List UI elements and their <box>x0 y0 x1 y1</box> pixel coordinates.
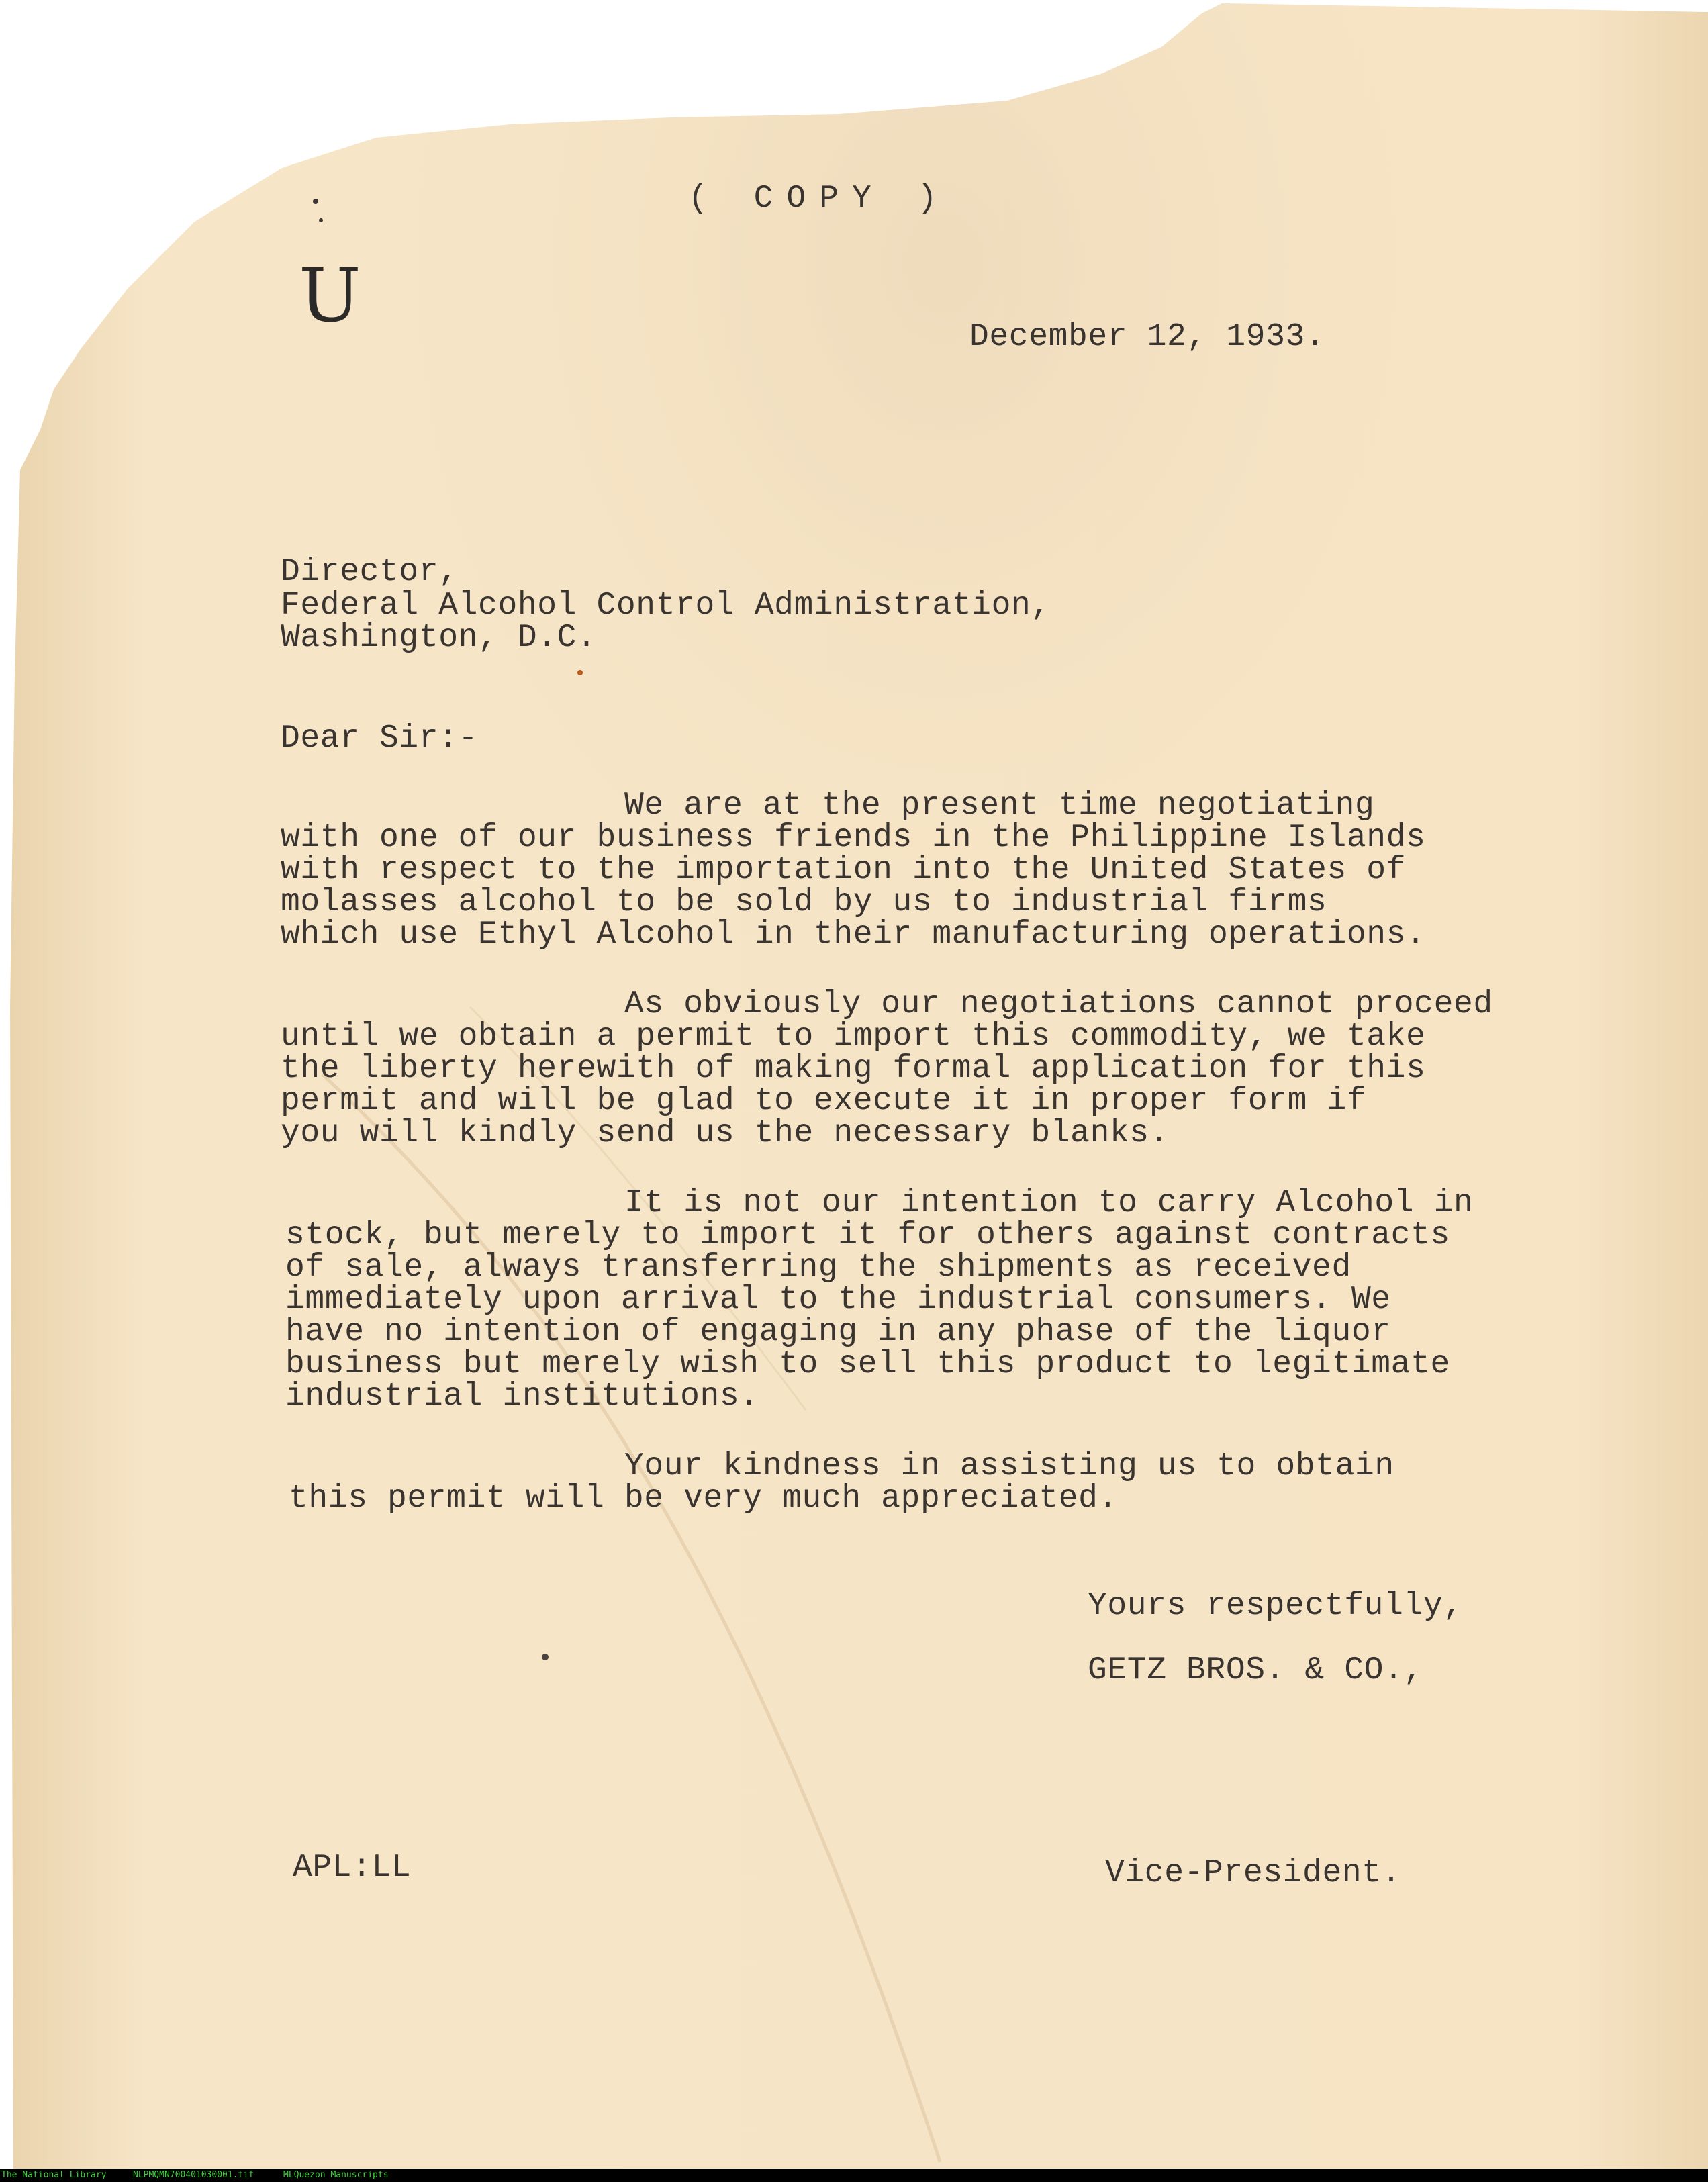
body-line: It is not our intention to carry Alcohol in <box>624 1185 1474 1221</box>
body-line: the liberty herewith of making formal application for this <box>281 1051 1426 1087</box>
body-line: of sale, always transferring the shipments as received <box>285 1249 1351 1286</box>
body-line: with respect to the importation into the United States of <box>281 852 1407 888</box>
body-line: this permit will be very much appreciated. <box>289 1480 1118 1517</box>
signatory-title: Vice-President. <box>1105 1855 1402 1891</box>
body-line: with one of our business friends in the Philippine Islands <box>281 820 1426 856</box>
body-line: which use Ethyl Alcohol in their manufacturing operations. <box>281 916 1426 953</box>
body-line: immediately upon arrival to the industrial consumers. We <box>285 1282 1391 1318</box>
reference-initials: APL:LL <box>293 1850 412 1886</box>
recipient-line: Washington, D.C. <box>281 620 597 656</box>
body-line: We are at the present time negotiating <box>624 788 1375 824</box>
body-line: industrial institutions. <box>285 1378 759 1415</box>
recipient-line: Federal Alcohol Control Administration, <box>281 587 1051 624</box>
body-line: business but merely wish to sell this product to legitimate <box>285 1346 1450 1382</box>
body-line: until we obtain a permit to import this commodity, we take <box>281 1018 1426 1055</box>
letter-date: December 12, 1933. <box>969 319 1325 355</box>
copy-mark: ( COPY ) <box>688 181 951 217</box>
body-line: have no intention of engaging in any phase of the liquor <box>285 1314 1391 1350</box>
body-line: permit and will be glad to execute it in proper form if <box>281 1083 1367 1119</box>
company-name: GETZ BROS. & CO., <box>1088 1652 1423 1689</box>
body-line: stock, but merely to import it for others against contracts <box>285 1217 1450 1253</box>
footer-file-name: NLPMQMN700401030001.tif <box>133 2170 254 2180</box>
salutation: Dear Sir:- <box>281 720 479 757</box>
body-line: Your kindness in assisting us to obtain <box>624 1448 1394 1484</box>
body-line: molasses alcohol to be sold by us to industrial firms <box>281 884 1327 920</box>
recipient-line: Director, <box>281 554 459 590</box>
footer-collection: MLQuezon Manuscripts <box>283 2170 389 2180</box>
body-line: you will kindly send us the necessary blanks. <box>281 1115 1170 1151</box>
scan-footer <box>0 2169 1708 2182</box>
footer-library: The National Library <box>1 2170 107 2180</box>
handwritten-mark: U <box>299 252 361 338</box>
body-line: As obviously our negotiations cannot proceed <box>624 986 1493 1023</box>
closing: Yours respectfully, <box>1088 1588 1463 1624</box>
